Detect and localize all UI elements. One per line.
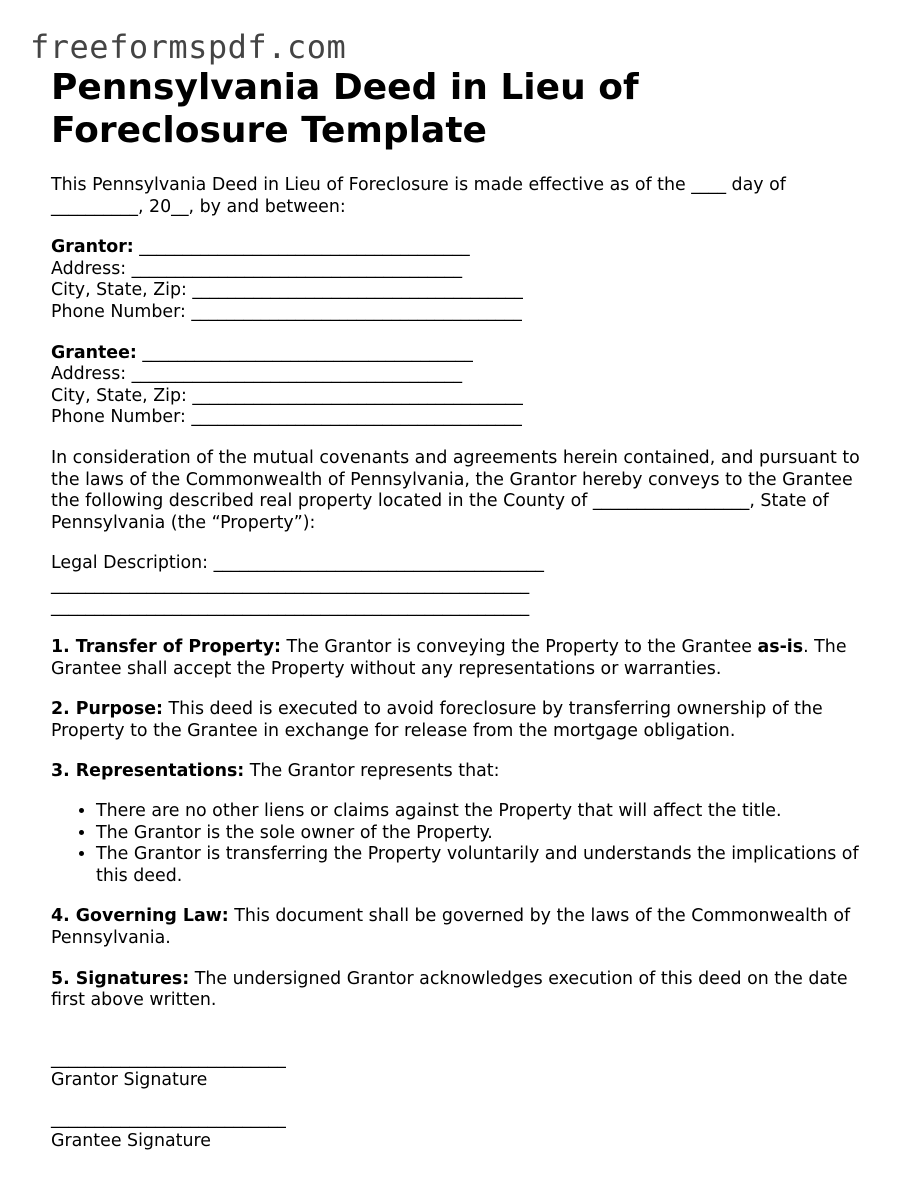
list-item: • The Grantor is the sole owner of the Property. bbox=[96, 823, 881, 845]
section-heading: 5. Signatures: bbox=[51, 968, 190, 989]
section-heading: 3. Representations: bbox=[51, 761, 245, 782]
grantee-name-line bbox=[51, 343, 881, 365]
section-signatures bbox=[51, 969, 881, 1012]
grantee-phone-line: Phone Number: ______________________________________ bbox=[51, 407, 522, 428]
grantor-name-line bbox=[51, 237, 881, 259]
section-text: This document shall be governed by the laws of the Commonwealth of Pennsylvania. bbox=[51, 906, 851, 949]
section-text: The undersigned Grantor acknowledges execution of this deed on the date first above written. bbox=[51, 968, 848, 1011]
section-transfer bbox=[51, 637, 881, 680]
section-governing-law bbox=[51, 906, 881, 949]
grantor-name-blank: ______________________________________ bbox=[133, 237, 470, 258]
grantee-name-blank: ______________________________________ bbox=[136, 342, 473, 363]
section-text: The Grantor represents that: bbox=[244, 761, 500, 782]
intro-paragraph: This Pennsylvania Deed in Lieu of Foreclosure is made effective as of the ____ day of __________, 20__, by and between: bbox=[51, 175, 786, 217]
section-heading: 1. Transfer of Property: bbox=[51, 637, 282, 658]
list-item: • The Grantor is transferring the Property voluntarily and understands the implications of this deed. bbox=[96, 844, 881, 887]
grantor-block bbox=[51, 237, 881, 323]
section-text: This deed is executed to avoid foreclosure by transferring ownership of the Property to the Grantee in exchange for release from the mortgage obligation. bbox=[51, 699, 823, 741]
section-text: . The Grantee shall accept the Property without any representations or warranties. bbox=[51, 637, 847, 679]
document-page bbox=[51, 66, 881, 1152]
document-title: Pennsylvania Deed in Lieu of Foreclosure Template bbox=[51, 67, 639, 151]
grantor-signature-line: ___________________________ bbox=[51, 1048, 286, 1069]
grantor-signature-label: Grantor Signature bbox=[51, 1070, 208, 1091]
watermark: freeformspdf.com bbox=[30, 28, 347, 66]
legal-description-block bbox=[51, 553, 881, 618]
section-purpose bbox=[51, 699, 881, 742]
consideration-paragraph: In consideration of the mutual covenants and agreements herein contained, and pursuant to the laws of the Commonwealth of Pennsylvania, the Grantor hereby conveys to the Grantee the following described real property located in the County of __________________, State of Pennsylvania (the “Property”): bbox=[51, 447, 860, 533]
grantor-phone-line: Phone Number: ______________________________________ bbox=[51, 301, 522, 322]
as-is-emphasis: as-is bbox=[757, 637, 804, 658]
legal-description-line: Legal Description: ______________________________________ bbox=[51, 553, 544, 574]
representations-list bbox=[51, 801, 881, 887]
grantor-label: Grantor: bbox=[51, 237, 134, 258]
legal-description-blank-line: _______________________________________________________ bbox=[51, 596, 530, 617]
grantee-signature-line: ___________________________ bbox=[51, 1109, 286, 1129]
legal-description-blank-line: _______________________________________________________ bbox=[51, 574, 530, 595]
grantor-city-line: City, State, Zip: ______________________________________ bbox=[51, 280, 523, 301]
section-heading: 2. Purpose: bbox=[51, 699, 163, 720]
grantor-signature-block bbox=[51, 1049, 881, 1092]
grantee-city-line: City, State, Zip: ______________________________________ bbox=[51, 385, 523, 406]
grantee-address-line: Address: ______________________________________ bbox=[51, 364, 463, 385]
grantee-label: Grantee: bbox=[51, 342, 137, 363]
grantee-block bbox=[51, 343, 881, 429]
grantor-address-line: Address: ______________________________________ bbox=[51, 258, 463, 279]
section-text: The Grantor is conveying the Property to the Grantee bbox=[281, 637, 758, 658]
section-representations bbox=[51, 761, 881, 783]
list-item: • There are no other liens or claims against the Property that will affect the title. bbox=[96, 801, 881, 823]
section-heading: 4. Governing Law: bbox=[51, 906, 229, 927]
grantee-signature-block bbox=[51, 1109, 881, 1152]
grantee-signature-label: Grantee Signature bbox=[51, 1130, 211, 1151]
